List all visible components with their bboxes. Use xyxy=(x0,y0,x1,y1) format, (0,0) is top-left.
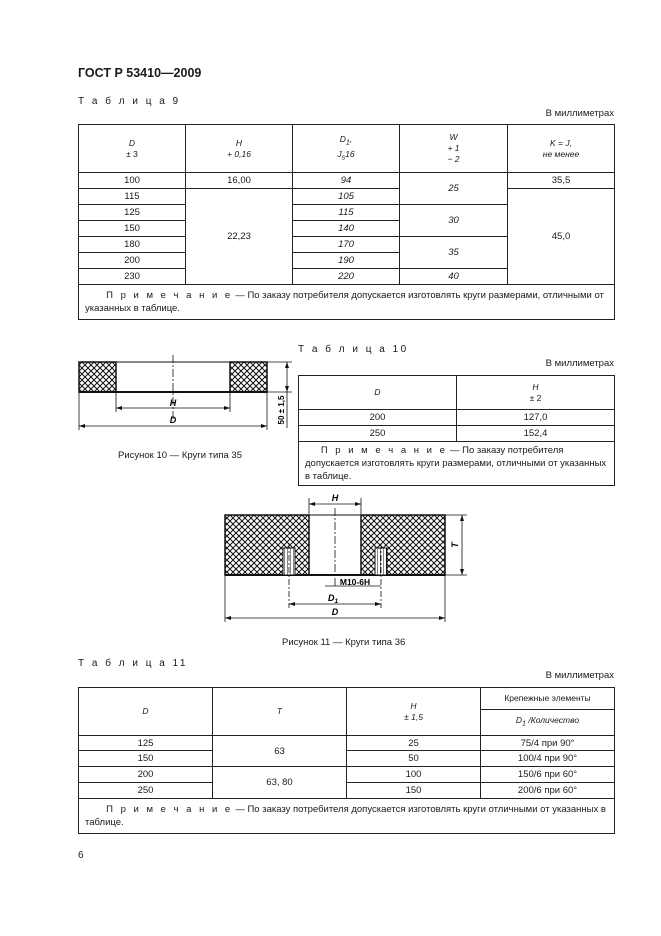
table11-cell: 75/4 при 90° xyxy=(481,736,615,751)
figure11-label-h: H xyxy=(331,493,339,503)
table9-header-w: W + 1 − 2 xyxy=(400,125,508,173)
table9-cell: 180 xyxy=(79,237,186,253)
figure11-caption: Рисунок 11 — Круги типа 36 xyxy=(282,637,406,648)
table9-cell: 105 xyxy=(293,189,400,205)
figure11-label-d: D xyxy=(331,607,339,617)
table11-cell: 200/6 при 60° xyxy=(481,783,615,799)
table9-header-h: H + 0,16 xyxy=(186,125,293,173)
table9-cell: 190 xyxy=(293,253,400,269)
table10-cell: 250 xyxy=(299,426,457,442)
table9-cell: 35,5 xyxy=(508,173,615,189)
table11-units: В миллиметрах xyxy=(545,670,614,681)
table10-units: В миллиметрах xyxy=(545,358,614,369)
figure11-label-thread: M10-6H xyxy=(339,577,371,587)
table11-caption: Т а б л и ц а 11 xyxy=(78,658,188,669)
table9-cell: 170 xyxy=(293,237,400,253)
table11-header-t: T xyxy=(213,688,347,736)
table9-note: П р и м е ч а н и е — По заказу потребителя допускается изготовлять круги размерами, отличными от указанных в таблице. xyxy=(79,285,615,320)
table9-cell: 150 xyxy=(79,221,186,237)
figure10-label-d: D xyxy=(169,415,177,425)
table11-cell: 50 xyxy=(347,751,481,767)
table11-cell: 150 xyxy=(79,751,213,767)
table9 xyxy=(78,124,615,320)
table11-header-h: H ± 1,5 xyxy=(347,688,481,736)
table11-cell: 200 xyxy=(79,767,213,783)
table11-header-fix: Крепежные элементы xyxy=(481,688,615,710)
table9-header-k: K = J, не менее xyxy=(508,125,615,173)
table11-cell: 150 xyxy=(347,783,481,799)
figure10-caption: Рисунок 10 — Круги типа 35 xyxy=(118,450,242,461)
table9-cell: 45,0 xyxy=(508,189,615,285)
document-header: ГОСТ Р 53410—2009 xyxy=(78,66,202,80)
table10-note: П р и м е ч а н и е — По заказу потребителя допускается изготовлять круги размерами, отличными от указанных в таблице. xyxy=(299,442,615,486)
table9-header-d1: $D_1$, $J_s16$ xyxy=(293,125,400,173)
figure10-drawing xyxy=(70,350,300,438)
table10-header-d: D xyxy=(299,376,457,410)
figure11-label-t: T xyxy=(450,542,460,548)
table10-cell: 200 xyxy=(299,410,457,426)
table11-note: П р и м е ч а н и е — По заказу потребителя допускается изготовлять круги отличными от указанных в таблице. xyxy=(79,799,615,834)
table9-cell: 16,00 xyxy=(186,173,293,189)
table11-cell: 25 xyxy=(347,736,481,751)
table9-cell: 22,23 xyxy=(186,189,293,285)
table9-cell: 40 xyxy=(400,269,508,285)
table9-caption: Т а б л и ц а 9 xyxy=(78,96,181,107)
table10-header-h: H ± 2 xyxy=(457,376,615,410)
table9-cell: 140 xyxy=(293,221,400,237)
table9-cell: 94 xyxy=(293,173,400,189)
figure11-drawing xyxy=(215,488,475,624)
figure11-label-d1: $D_1$ xyxy=(327,593,339,605)
table9-cell: 25 xyxy=(400,173,508,205)
table11-cell: 150/6 при 60° xyxy=(481,767,615,783)
table11-cell: 125 xyxy=(79,736,213,751)
table11 xyxy=(78,687,615,834)
table11-header-d: D xyxy=(79,688,213,736)
table11-cell: 63 xyxy=(213,736,347,767)
page-number: 6 xyxy=(78,850,84,861)
table9-cell: 30 xyxy=(400,205,508,237)
table9-cell: 200 xyxy=(79,253,186,269)
figure10-label-h: H xyxy=(169,398,177,408)
table9-cell: 220 xyxy=(293,269,400,285)
table9-cell: 35 xyxy=(400,237,508,269)
table11-cell: 100/4 при 90° xyxy=(481,751,615,767)
table11-cell: 250 xyxy=(79,783,213,799)
table9-cell: 125 xyxy=(79,205,186,221)
table10-cell: 152,4 xyxy=(457,426,615,442)
table9-cell: 115 xyxy=(293,205,400,221)
table9-header-d: D ± 3 xyxy=(79,125,186,173)
table10-caption: Т а б л и ц а 10 xyxy=(298,344,409,355)
figure10-label-t: 50 ± 1,5 xyxy=(277,395,286,425)
table10-cell: 127,0 xyxy=(457,410,615,426)
table9-cell: 100 xyxy=(79,173,186,189)
table9-cell: 115 xyxy=(79,189,186,205)
table11-header-fix-sub: $D_1$ /Количество xyxy=(481,710,615,736)
table11-cell: 100 xyxy=(347,767,481,783)
table9-units: В миллиметрах xyxy=(545,108,614,119)
table10 xyxy=(298,375,615,486)
table9-cell: 230 xyxy=(79,269,186,285)
table11-cell: 63, 80 xyxy=(213,767,347,799)
